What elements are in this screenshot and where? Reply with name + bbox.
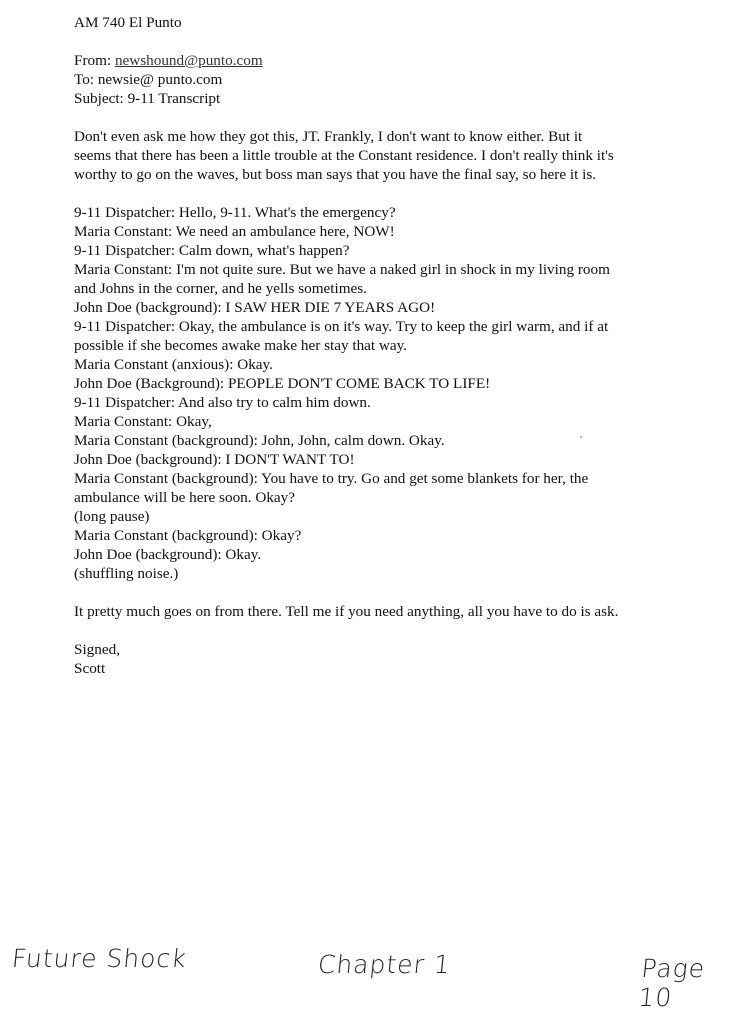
signer-name: Scott — [74, 660, 106, 677]
footer-page-number: Page 10 — [636, 954, 707, 1012]
transcript-line: 9-11 Dispatcher: And also try to calm him down. — [74, 394, 371, 411]
transcript-line: Maria Constant (background): You have to try. Go and get some blankets for her, the — [74, 470, 589, 487]
transcript-line: ambulance will be here soon. Okay? — [74, 489, 295, 506]
transcript-line: Maria Constant (anxious): Okay. — [74, 356, 273, 373]
transcript-line: Maria Constant: I'm not quite sure. But we have a naked girl in shock in my living room — [74, 261, 610, 278]
footer-chapter: Chapter 1 — [316, 950, 453, 979]
transcript-line: John Doe (background): Okay. — [74, 546, 262, 563]
transcript-line: Maria Constant: We need an ambulance here, NOW! — [74, 223, 395, 240]
transcript-line: 9-11 Dispatcher: Calm down, what's happen? — [74, 242, 350, 259]
from-line — [74, 51, 714, 70]
closing-paragraph: It pretty much goes on from there. Tell me if you need anything, all you have to do is ask. — [74, 603, 619, 620]
transcript-line: 9-11 Dispatcher: Okay, the ambulance is on it's way. Try to keep the girl warm, and if at — [74, 318, 609, 335]
intro-paragraph — [74, 127, 714, 184]
intro-line: Don't even ask me how they got this, JT. Frankly, I don't want to know either. But it — [74, 128, 583, 145]
transcript-line: Maria Constant: Okay, — [74, 413, 212, 430]
to-line: To: newsie@ punto.com — [74, 71, 223, 88]
transcript-line: (shuffling noise.) — [74, 565, 179, 582]
transcript-line: John Doe (background): I DON'T WANT TO! — [74, 451, 355, 468]
from-label: From: — [74, 52, 115, 69]
transcript-line: John Doe (Background): PEOPLE DON'T COME BACK TO LIFE! — [74, 375, 491, 392]
transcript-line: John Doe (background): I SAW HER DIE 7 YEARS AGO! — [74, 299, 436, 316]
footer-title: Future Shock — [10, 944, 189, 973]
from-email-link[interactable]: newshound@punto.com — [114, 52, 263, 69]
subject-line: Subject: 9-11 Transcript — [74, 90, 221, 107]
transcript-line: (long pause) — [74, 508, 150, 525]
transcript-line: Maria Constant (background): John, John, calm down. Okay. — [74, 432, 445, 449]
transcript-line: possible if she becomes awake make her stay that way. — [74, 337, 408, 354]
transcript-block — [74, 203, 714, 583]
station-heading: AM 740 El Punto — [74, 14, 182, 31]
intro-line: worthy to go on the waves, but boss man says that you have the final say, so here it is. — [74, 166, 597, 183]
transcript-line: 9-11 Dispatcher: Hello, 9-11. What's the emergency? — [74, 204, 396, 221]
signoff: Signed, — [74, 641, 120, 658]
transcript-line: and Johns in the corner, and he yells sometimes. — [74, 280, 367, 297]
transcript-line: Maria Constant (background): Okay? — [74, 527, 302, 544]
intro-line: seems that there has been a little trouble at the Constant residence. I don't really think it's — [74, 147, 614, 164]
letter-body — [74, 13, 714, 678]
paper-speck — [580, 436, 582, 438]
